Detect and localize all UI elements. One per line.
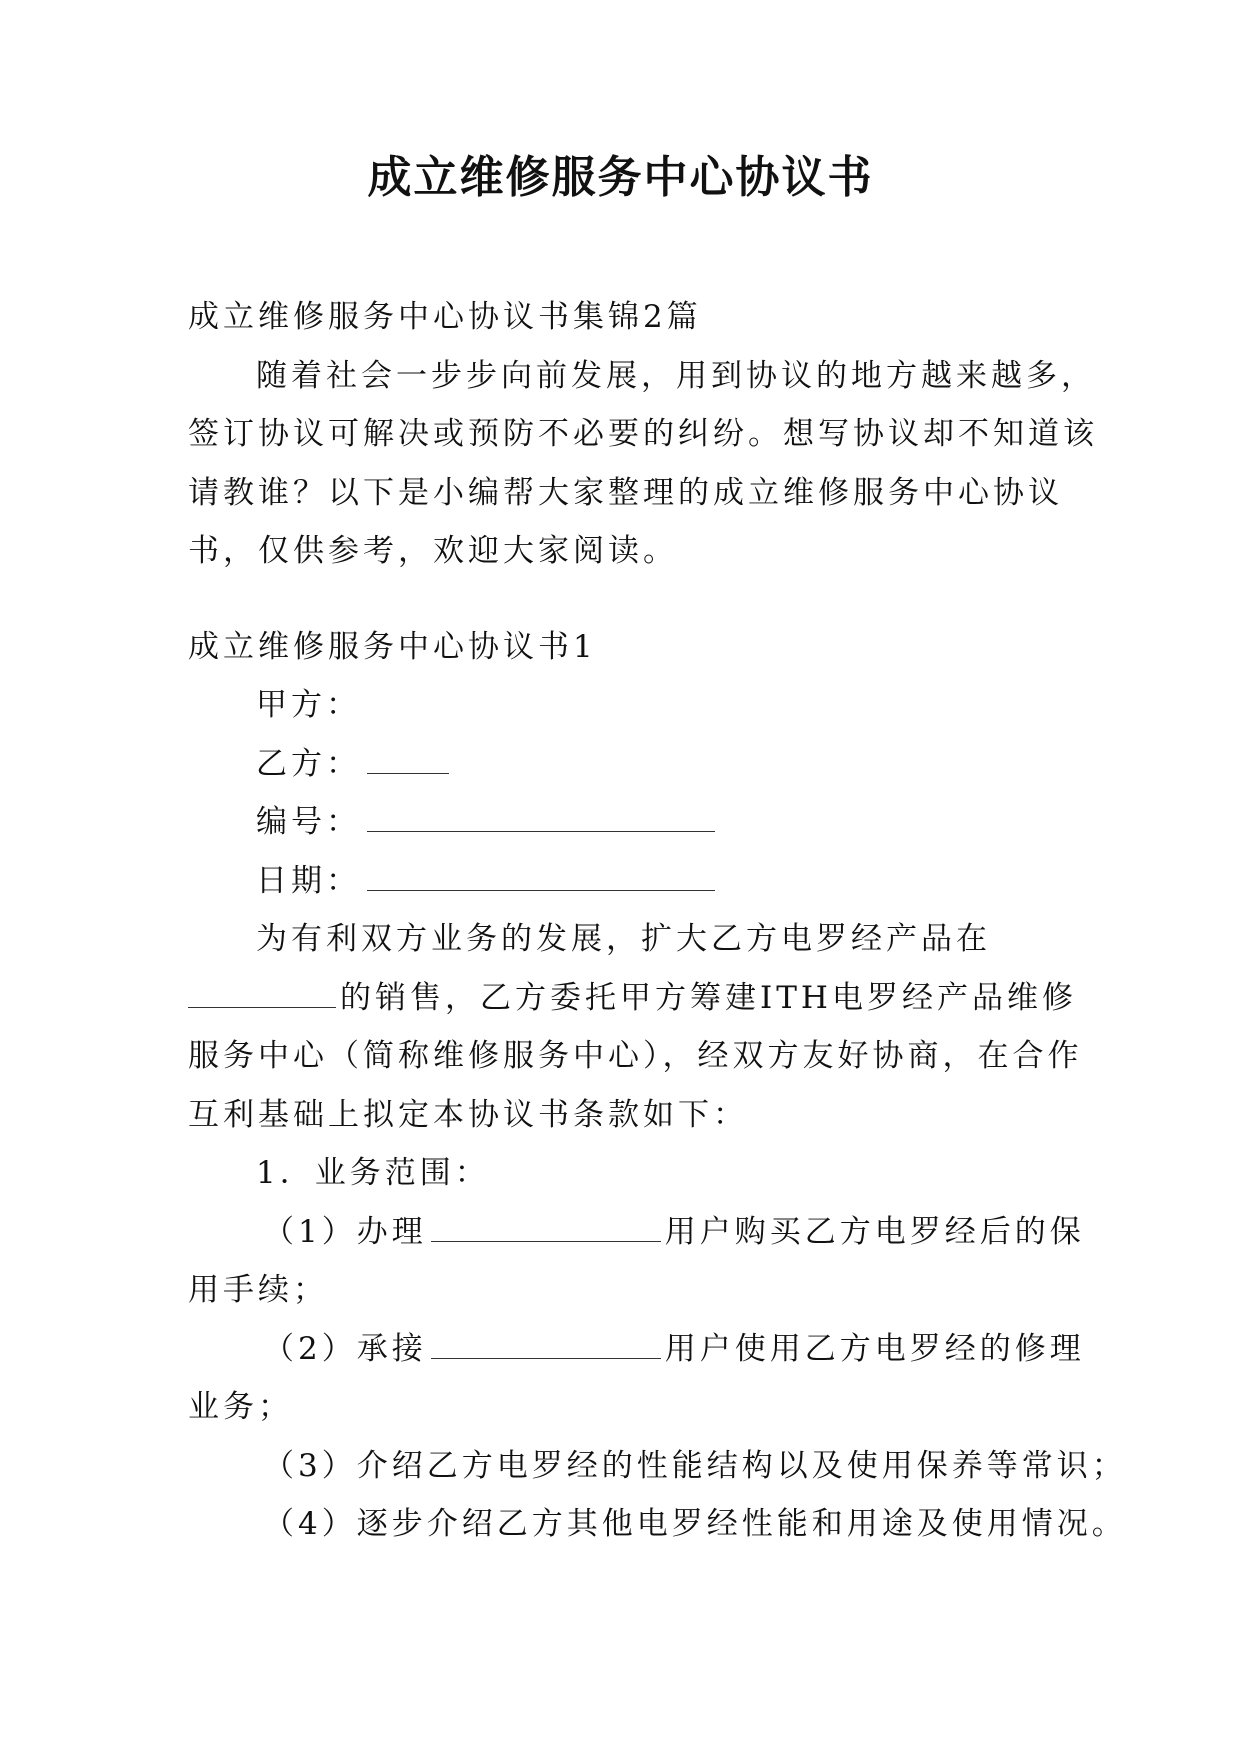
purpose-line-3: 服务中心（简称维修服务中心），经双方友好协商，在合作 (188, 1038, 1083, 1074)
intro-line-2: 签订协议可解决或预防不必要的纠纷。想写协议却不知道该 (188, 416, 1098, 452)
number-blank (367, 799, 715, 832)
number-label: 编号： (256, 804, 361, 840)
section-heading: 成立维修服务中心协议书1 (188, 628, 597, 665)
clause-1-heading: 1．业务范围： (256, 1155, 490, 1191)
document-body (188, 288, 1127, 1554)
intro-line-1: 随着社会一步步向前发展，用到协议的地方越来越多， (256, 357, 1096, 394)
item-2-prefix: （2）承接 (263, 1330, 427, 1367)
purpose-line-1: 为有利双方业务的发展，扩大乙方电罗经产品在 (256, 921, 991, 957)
item-1-prefix: （1）办理 (263, 1213, 427, 1250)
purpose-line-2-text: 的销售，乙方委托甲方筹建ITH电罗经产品维修 (340, 979, 1077, 1016)
region-blank (188, 975, 336, 1008)
party-a-row (188, 676, 1068, 735)
item-1-line-1 (188, 1203, 1085, 1262)
party-b-row (188, 735, 1068, 794)
item-2-suffix: 用户使用乙方电罗经的修理 (664, 1330, 1085, 1367)
item-1-suffix: 用户购买乙方电罗经后的保 (664, 1213, 1085, 1250)
item-2-line-2: 业务； (188, 1389, 293, 1425)
party-b-blank (367, 741, 449, 774)
collection-heading: 成立维修服务中心协议书集锦2篇 (188, 299, 702, 335)
item-1-line-2: 用手续； (188, 1272, 328, 1308)
item-2-blank (431, 1326, 661, 1359)
intro-line-3: 请教谁？以下是小编帮大家整理的成立维修服务中心协议 (188, 474, 1063, 511)
intro-line-4: 书，仅供参考，欢迎大家阅读。 (188, 533, 678, 569)
document-title: 成立维修服务中心协议书 (367, 152, 874, 203)
item-2-line-1 (188, 1320, 1085, 1379)
purpose-line-4: 互利基础上拟定本协议书条款如下： (188, 1096, 748, 1133)
date-label: 日期： (256, 862, 361, 899)
date-blank (367, 858, 715, 891)
party-b-label: 乙方： (256, 745, 361, 782)
date-row (188, 852, 1068, 911)
purpose-line-2 (188, 969, 1077, 1028)
item-4: （4）逐步介绍乙方其他电罗经性能和用途及使用情况。 (263, 1506, 1127, 1542)
section-gap (188, 581, 1068, 618)
number-row (188, 793, 1068, 852)
item-3: （3）介绍乙方电罗经的性能结构以及使用保养等常识； (263, 1447, 1127, 1484)
item-1-blank (431, 1209, 661, 1242)
party-a-label: 甲方： (256, 687, 361, 723)
